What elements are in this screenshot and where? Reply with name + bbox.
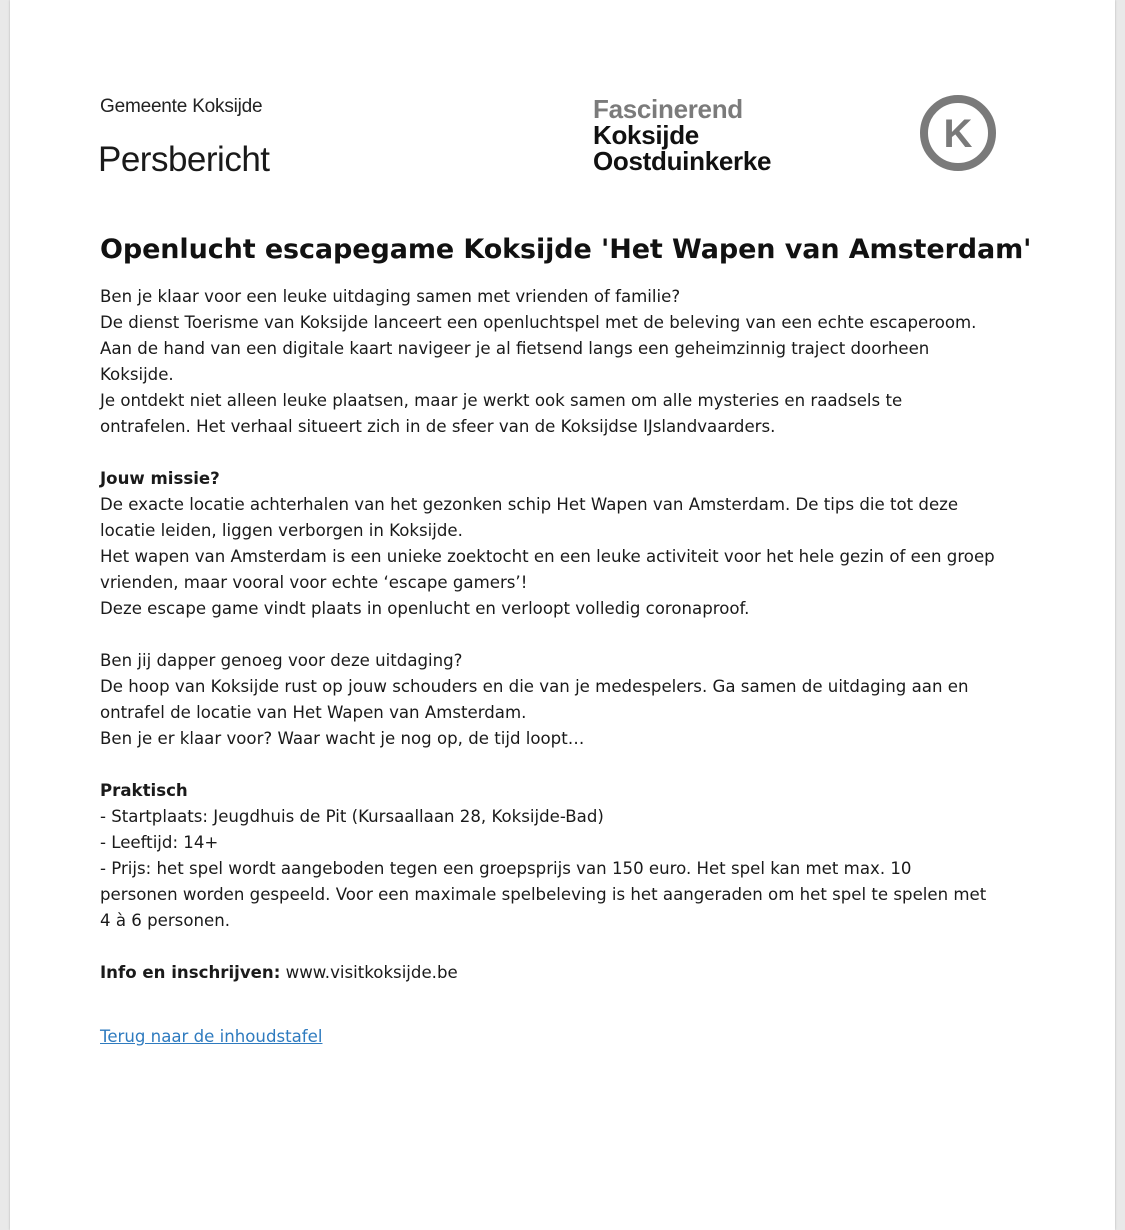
mission-line: Het wapen van Amsterdam is een unieke zoektocht en een leuke activiteit voor het hele gezin of een groep xyxy=(100,547,995,566)
practical-section xyxy=(100,778,1030,934)
mission-section xyxy=(100,466,1030,622)
document-type: Persbericht xyxy=(98,140,270,179)
brand-wordmark xyxy=(593,96,771,174)
intro-line: ontrafelen. Het verhaal situeert zich in de sfeer van de Koksijdse IJslandvaarders. xyxy=(100,417,776,436)
article-body xyxy=(100,284,1030,1012)
practical-line: personen worden gespeeld. Voor een maximale spelbeleving is het aangeraden om het spel te spelen met xyxy=(100,885,987,904)
challenge-paragraph xyxy=(100,648,1030,752)
mission-line: locatie leiden, liggen verborgen in Koksijde. xyxy=(100,521,463,540)
intro-line: De dienst Toerisme van Koksijde lanceert een openluchtspel met de beleving van een echte escaperoom. xyxy=(100,313,977,332)
intro-paragraph xyxy=(100,284,1030,440)
back-to-contents-link[interactable]: Terug naar de inhoudstafel xyxy=(100,1027,323,1046)
challenge-line: De hoop van Koksijde rust op jouw schouders en die van je medespelers. Ga samen de uitdaging aan en xyxy=(100,677,969,696)
intro-line: Je ontdekt niet alleen leuke plaatsen, maar je werkt ook samen om alle mysteries en raadsels te xyxy=(100,391,903,410)
brand-line-3: Oostduinkerke xyxy=(593,146,772,176)
intro-line: Koksijde. xyxy=(100,365,174,384)
page-title: Openlucht escapegame Koksijde 'Het Wapen van Amsterdam' xyxy=(100,234,1032,265)
challenge-line: ontrafel de locatie van Het Wapen van Amsterdam. xyxy=(100,703,527,722)
info-website: www.visitkoksijde.be xyxy=(280,963,458,982)
brand-line-2: Koksijde xyxy=(593,120,699,150)
info-line xyxy=(100,960,1030,986)
brand-line-1: Fascinerend xyxy=(593,94,743,124)
mission-line: vrienden, maar vooral voor echte ‘escape gamers’! xyxy=(100,573,528,592)
practical-line: - Leeftijd: 14+ xyxy=(100,833,219,852)
koksijde-logo-icon xyxy=(918,93,998,173)
municipality-name: Gemeente Koksijde xyxy=(100,96,263,117)
mission-heading: Jouw missie? xyxy=(100,469,220,488)
intro-line: Aan de hand van een digitale kaart navigeer je al fietsend langs een geheimzinnig traject doorheen xyxy=(100,339,930,358)
practical-line: 4 à 6 personen. xyxy=(100,911,230,930)
practical-line: - Prijs: het spel wordt aangeboden tegen een groepsprijs van 150 euro. Het spel kan met max. 10 xyxy=(100,859,912,878)
mission-line: De exacte locatie achterhalen van het gezonken schip Het Wapen van Amsterdam. De tips die tot deze xyxy=(100,495,959,514)
info-label: Info en inschrijven: xyxy=(100,963,281,982)
intro-line: Ben je klaar voor een leuke uitdaging samen met vrienden of familie? xyxy=(100,287,681,306)
mission-line: Deze escape game vindt plaats in openlucht en verloopt volledig coronaproof. xyxy=(100,599,750,618)
challenge-line: Ben je er klaar voor? Waar wacht je nog op, de tijd loopt… xyxy=(100,729,585,748)
challenge-line: Ben jij dapper genoeg voor deze uitdaging? xyxy=(100,651,463,670)
document-page xyxy=(10,0,1115,1230)
practical-heading: Praktisch xyxy=(100,781,188,800)
logo-letter: K xyxy=(943,112,973,156)
practical-line: - Startplaats: Jeugdhuis de Pit (Kursaallaan 28, Koksijde-Bad) xyxy=(100,807,604,826)
